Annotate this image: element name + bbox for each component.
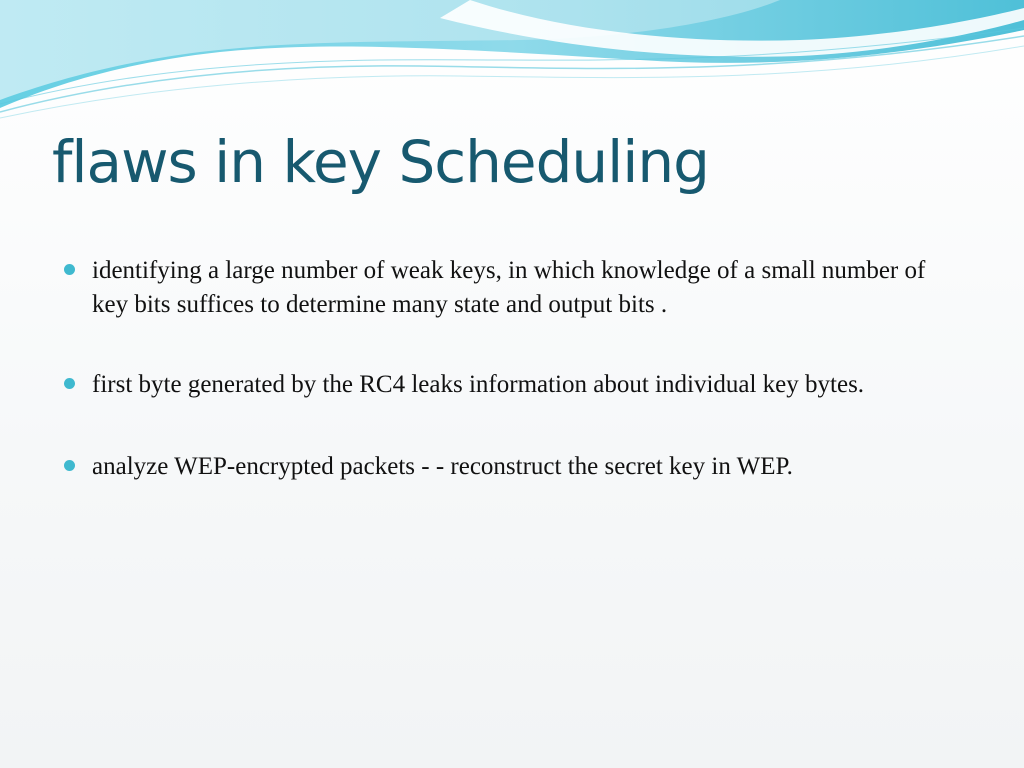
bullet-item xyxy=(62,368,962,402)
bullet-dot-icon xyxy=(64,460,75,471)
header-wave-decoration xyxy=(0,0,1024,130)
slide-title: flaws in key Scheduling xyxy=(52,128,709,196)
bullet-item xyxy=(62,450,962,484)
bullet-item xyxy=(62,254,962,322)
bullet-text: analyze WEP-encrypted packets - - reconstruct the secret key in WEP. xyxy=(92,453,793,480)
bullet-text: identifying a large number of weak keys, in which knowledge of a small number of key bits suffices to determine many state and output bits . xyxy=(92,257,926,318)
bullet-dot-icon xyxy=(64,378,75,389)
bullet-text: first byte generated by the RC4 leaks information about individual key bytes. xyxy=(92,371,865,398)
bullet-dot-icon xyxy=(64,264,75,275)
bullet-list xyxy=(62,254,962,530)
